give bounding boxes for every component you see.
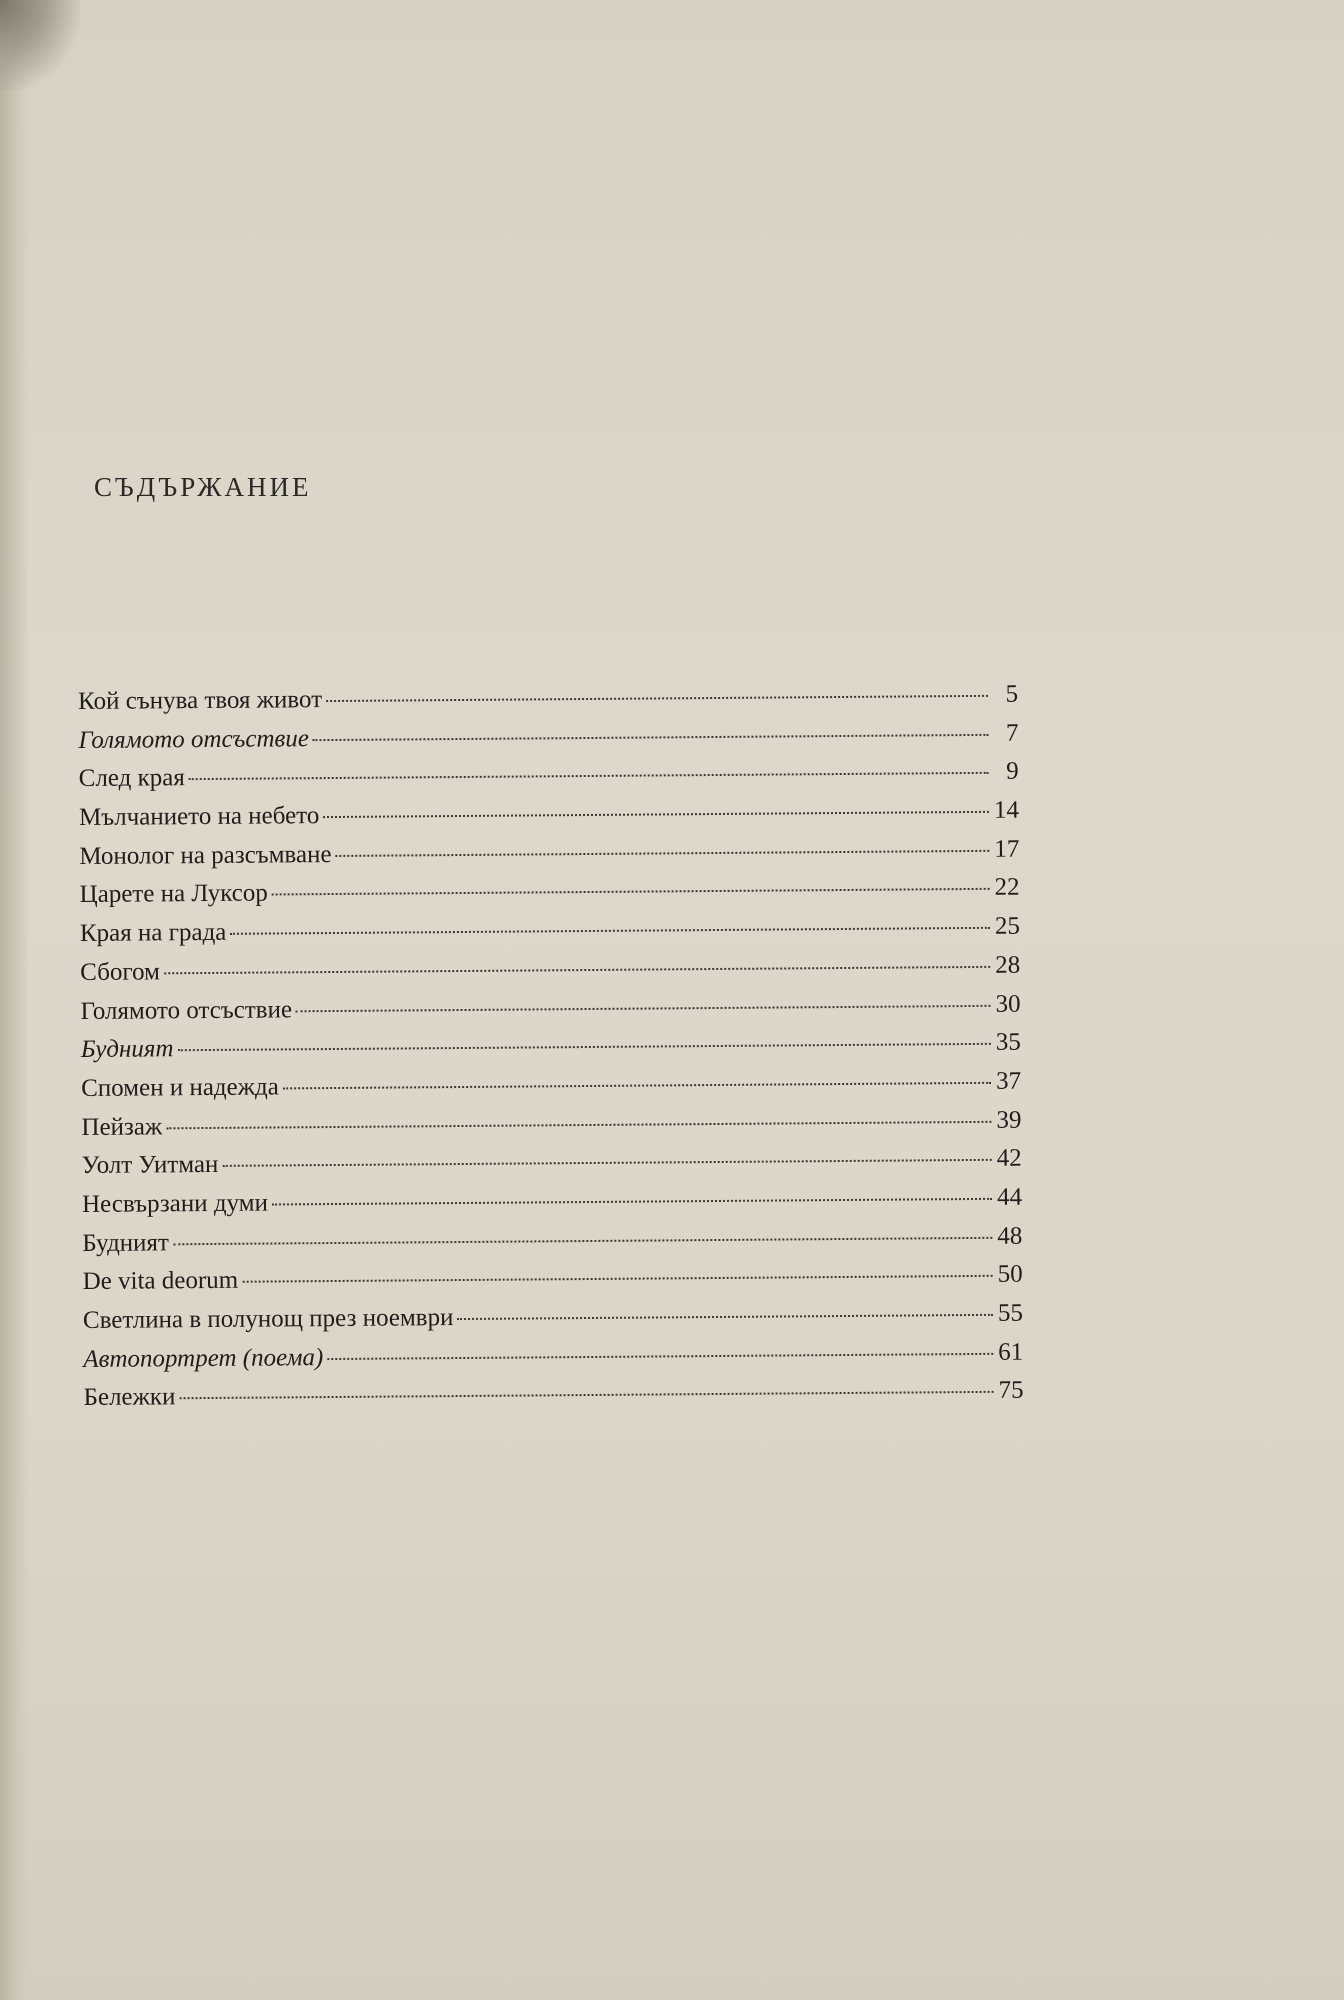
dot-leader xyxy=(179,1391,993,1399)
toc-entry-title: Спомен и надежда xyxy=(81,1073,279,1102)
toc-entry-title: Автопортрет (поема) xyxy=(83,1343,324,1373)
toc-entry-title: След края xyxy=(78,764,185,793)
toc-entry-title: Несвързани думи xyxy=(81,1189,269,1218)
toc-entry-title: Бележки xyxy=(83,1383,176,1412)
toc-entry-title: Сбогом xyxy=(80,958,161,986)
dot-leader xyxy=(222,1159,991,1167)
toc-entry-page-number: 9 xyxy=(1006,757,1019,786)
dot-leader xyxy=(272,888,990,896)
dot-leader xyxy=(296,1004,991,1011)
toc-entry-title: Голямото отсъствие xyxy=(80,995,293,1025)
dot-leader xyxy=(164,966,990,974)
toc-entry-page-number: 25 xyxy=(994,912,1021,940)
toc-entry-page-number: 55 xyxy=(997,1299,1024,1327)
dot-leader xyxy=(327,1353,993,1360)
toc-entry-page-number: 7 xyxy=(1005,719,1019,747)
page-spine-edge xyxy=(0,0,30,2000)
toc-entry-page-number: 5 xyxy=(1005,680,1019,708)
toc-entry-page-number: 35 xyxy=(995,1028,1021,1056)
toc-entry-page-number: 28 xyxy=(995,951,1021,979)
toc-entry-title: Голямото отсъствие xyxy=(78,724,309,754)
dot-leader xyxy=(173,1236,992,1244)
toc-entry-page-number: 50 xyxy=(997,1260,1023,1289)
toc-entry-title: Мълчанието на небето xyxy=(78,802,320,832)
dot-leader xyxy=(283,1082,991,1090)
toc-entry-page-number: 14 xyxy=(993,796,1020,824)
toc-entry-title: De vita deorum xyxy=(82,1267,239,1296)
dot-leader xyxy=(323,811,989,818)
contents-heading: СЪДЪРЖАНИЕ xyxy=(94,472,312,502)
dot-leader xyxy=(313,734,989,741)
toc-entry-page-number: 75 xyxy=(998,1376,1024,1405)
toc-entry-page-number: 48 xyxy=(997,1222,1023,1250)
toc-entry-title: Монолог на разсъмване xyxy=(79,840,332,870)
table-of-contents xyxy=(78,681,1024,1423)
dot-leader xyxy=(166,1120,991,1128)
dot-leader xyxy=(272,1198,992,1206)
dot-leader xyxy=(178,1043,991,1051)
toc-entry-page-number: 30 xyxy=(995,990,1021,1018)
toc-entry-page-number: 61 xyxy=(998,1338,1024,1366)
toc-entry-title: Будният xyxy=(80,1035,174,1064)
toc-entry-title: Уолт Уитман xyxy=(81,1151,219,1180)
toc-entry-title: Пейзаж xyxy=(81,1112,163,1141)
dot-leader xyxy=(189,772,989,780)
toc-entry-page-number: 44 xyxy=(996,1183,1023,1211)
toc-entry-page-number: 17 xyxy=(994,835,1020,863)
dot-leader xyxy=(457,1314,993,1320)
toc-entry-page-number: 42 xyxy=(996,1144,1022,1173)
toc-entry-title: Края на града xyxy=(79,918,227,948)
toc-entry-title: Царете на Луксор xyxy=(79,879,268,909)
toc-entry-title: Будният xyxy=(82,1228,170,1257)
toc-entry-title: Кой сънува твоя живот xyxy=(78,686,323,715)
toc-entry-page-number: 22 xyxy=(994,874,1020,902)
toc-entry-page-number: 37 xyxy=(996,1067,1022,1095)
dot-leader xyxy=(242,1275,992,1283)
toc-entry xyxy=(83,1377,1023,1423)
dot-leader xyxy=(336,850,990,857)
page-corner-shadow xyxy=(0,0,80,90)
dot-leader xyxy=(230,927,990,935)
dot-leader xyxy=(326,695,988,702)
toc-entry-title: Светлина в полунощ през ноември xyxy=(82,1304,454,1334)
toc-entry-page-number: 39 xyxy=(996,1106,1022,1134)
